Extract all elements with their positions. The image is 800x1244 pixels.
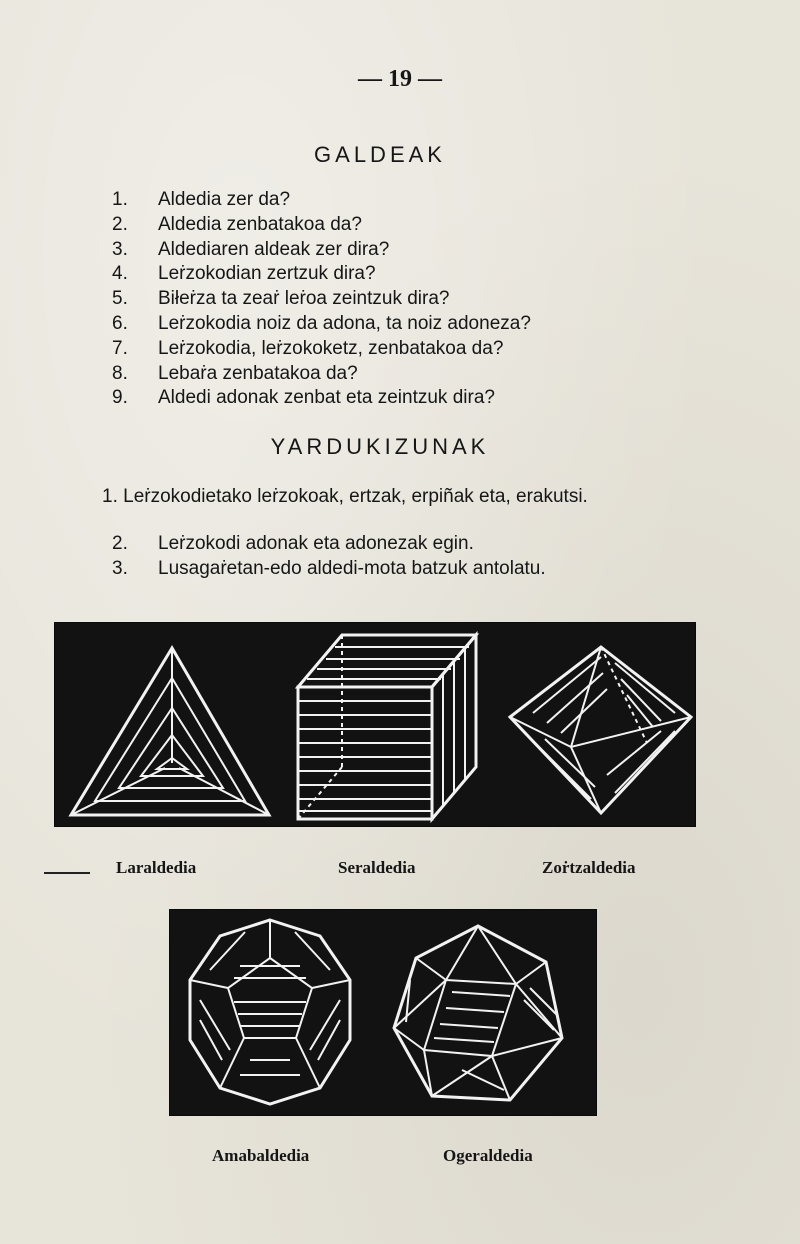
cube-icon [298, 635, 476, 819]
questions-heading: GALDEAK [314, 142, 446, 167]
polyhedra-plate-bottom [170, 910, 596, 1115]
figure-caption: Ogeraldedia [443, 1146, 533, 1165]
page-number: — 19 — [358, 66, 442, 92]
list-item: 7. Leṙzokodia, leṙzokoketz, zenbatakoa da? [112, 337, 504, 359]
figure-caption: Zoṙtzaldedia [542, 858, 636, 877]
list-item: 9. Aldedi adonak zenbat eta zeintzuk dira? [112, 387, 495, 409]
list-item: 8. Lebaṙa zenbatakoa da? [112, 362, 358, 384]
list-item: 1. Aldedia zer da? [112, 189, 291, 210]
polyhedra-plate-top [55, 623, 695, 826]
list-item: 4. Leṙzokodian zertzuk dira? [112, 263, 376, 285]
list-item: 6. Leṙzokodia noiz da adona, ta noiz adoneza? [112, 312, 531, 334]
exercises-heading: YARDUKIZUNAK [270, 434, 490, 459]
list-item: 1. Leṙzokodietako leṙzokoak, ertzak, erpiñak eta, erakutsi. [102, 486, 588, 507]
list-item: 3. Lusagaṙetan-edo aldedi-mota batzuk antolatu. [112, 557, 546, 579]
list-item: 5. Biłeṙza ta zeaṙ leṙoa zeintzuk dira? [112, 288, 450, 310]
figure-caption: Amabaldedia [212, 1146, 310, 1165]
exercises-list [112, 532, 732, 582]
figure-caption: Laraldedia [116, 858, 197, 877]
list-item: 2. Leṙzokodi adonak eta adonezak egin. [112, 533, 474, 554]
icosahedron-icon [394, 926, 562, 1100]
tetrahedron-icon [71, 648, 269, 815]
dodecahedron-icon [190, 920, 350, 1104]
octahedron-icon [510, 647, 691, 813]
questions-list [112, 188, 752, 411]
figure-caption: Seraldedia [338, 858, 416, 877]
list-item: 2. Aldedia zenbatakoa da? [112, 213, 362, 235]
list-item: 3. Aldediaren aldeak zer dira? [112, 238, 390, 260]
divider [44, 872, 90, 874]
